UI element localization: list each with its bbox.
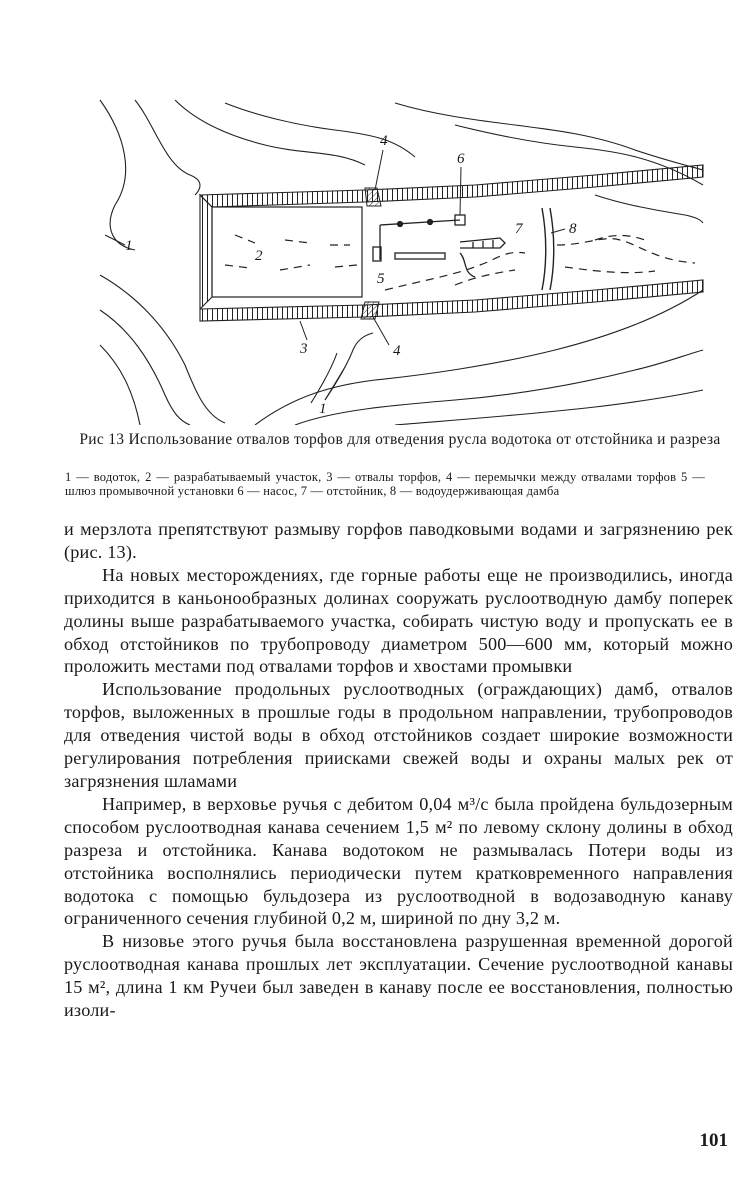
paragraph: На новых месторождениях, где горные работы еще не производились, иногда приходится в каньонообразных долинах сооружать руслоотводную дамбу поперек долины выше разрабатываемого участка, собирать чистую воду и пропускать ее в обход отстойников по трубопроводу диаметром 500—600 мм, который можно проложить местами под отвалами торфов и хвостами промывки	[64, 564, 733, 677]
callout-7: 7	[515, 221, 523, 237]
callout-2: 2	[255, 248, 263, 264]
callout-6: 6	[457, 151, 465, 167]
paragraph: и мерзлота препятствуют размыву горфов паводковыми водами и загрязнению рек (рис. 13).	[64, 519, 733, 562]
callout-1-top: 1	[125, 238, 133, 254]
paragraph: Использование продольных руслоотводных (ограждающих) дамб, отвалов торфов, выложенных в прошлые годы в продольном направлении, трубопроводов для отведения чистой воды в обход отстойников создает широкие возможности регулирования потребления приисками свежей воды и охраны малых рек от загрязнения шламами	[64, 679, 733, 791]
figure-13	[95, 95, 705, 425]
figure-legend: 1 — водоток, 2 — разрабатываемый участок, 3 — отвалы торфов, 4 — перемычки между отвалами торфов 5 — шлюз промывочной установки 6 — насос, 7 — отстойник, 8 — водоудерживающая дамба	[65, 470, 705, 498]
callout-5: 5	[377, 271, 385, 287]
callout-1-bottom: 1	[319, 401, 327, 417]
water-flow	[225, 235, 695, 290]
callout-4-bottom: 4	[393, 343, 401, 359]
paragraph: Например, в верховье ручья с дебитом 0,04 м³/с была пройдена бульдозерным способом руслоотводная канава сечением 1,5 м² по левому склону долины в обход разреза и отстойника. Канава водотоком не размывалась Потери воды из отстойника восполнялись периодически путем кратковременного направления водотока с помощью бульдозера из руслоотводной в водозаводную канаву ограниченного сечения глубиной 0,2 м, шириной по дну 3,2 м.	[64, 793, 733, 929]
body-text	[64, 518, 733, 1022]
figure-caption-title: Рис 13 Использование отвалов торфов для отведения русла водотока от отстойника и разреза	[79, 431, 721, 448]
contour-lines	[100, 100, 703, 425]
figure-drawing	[95, 95, 705, 425]
callout-3: 3	[300, 341, 308, 357]
page-number: 101	[699, 1130, 728, 1151]
paragraph: В низовье этого ручья была восстановлена разрушенная временной дорогой руслоотводная канава прошлых лет эксплуатации. Сечение руслоотводной канавы 15 м², длина 1 км Ручеи был заведен в канаву после ее восстановления, полностью изоли-	[64, 931, 733, 1021]
callout-4-top: 4	[380, 133, 388, 149]
callout-8: 8	[569, 221, 577, 237]
sluice-and-pump	[373, 215, 505, 277]
figure-callouts	[105, 133, 577, 417]
